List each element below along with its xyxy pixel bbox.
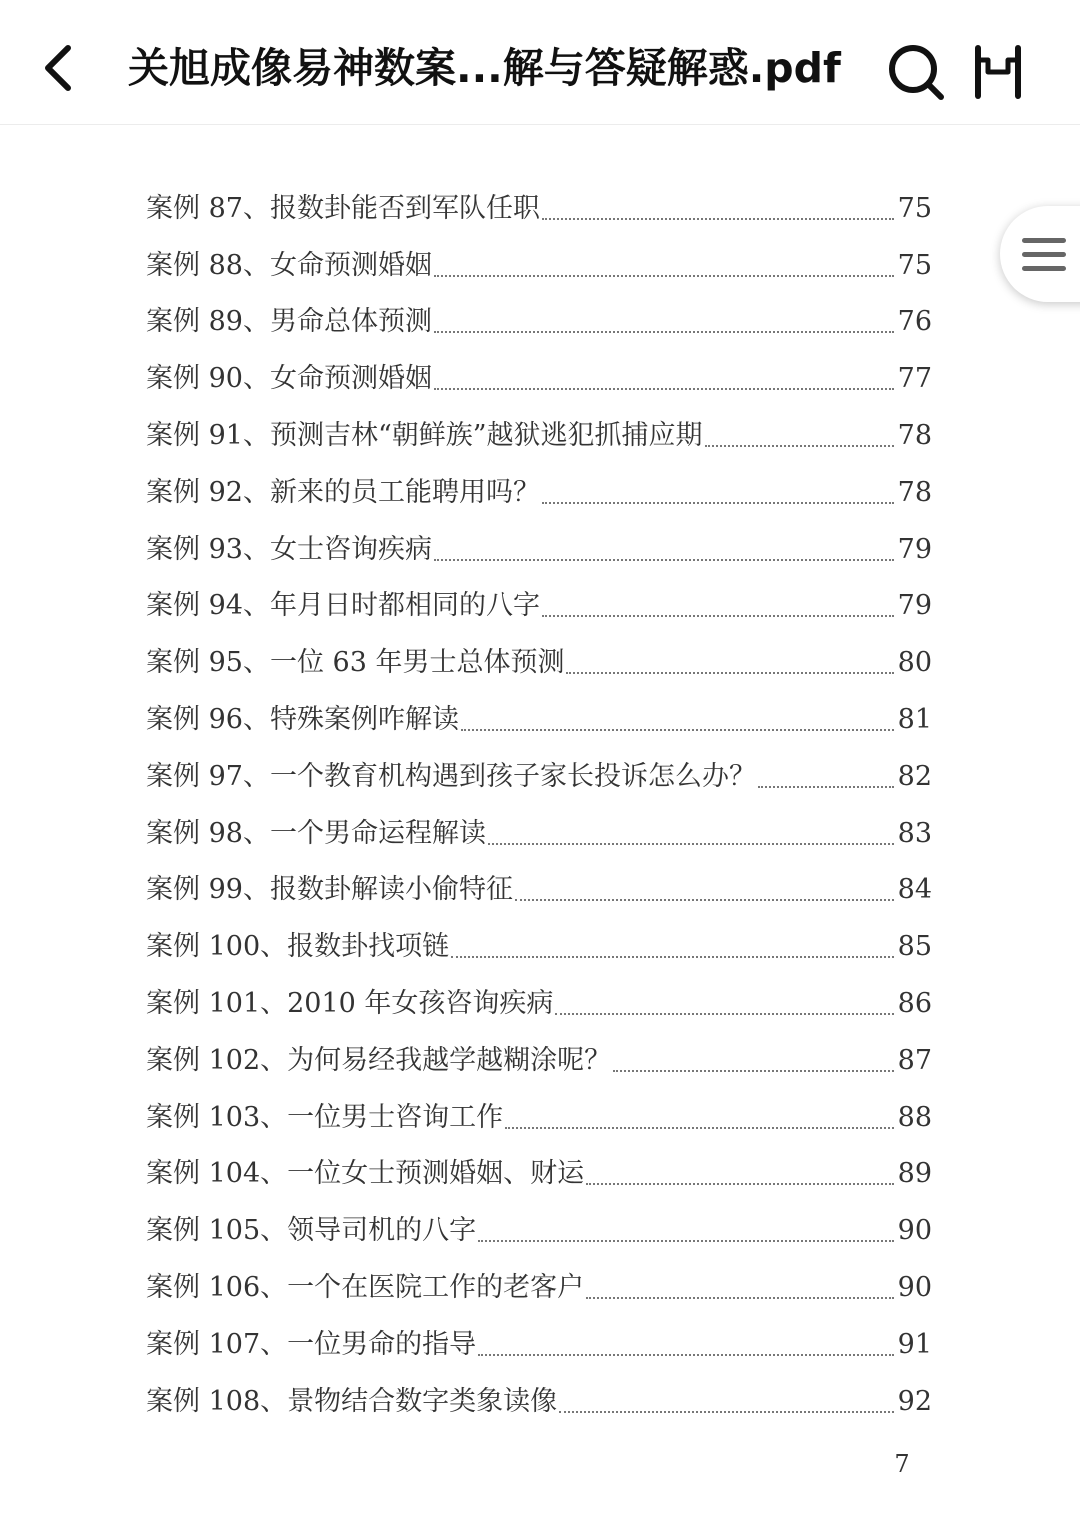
toc-entry[interactable] [146, 513, 932, 570]
toc-dot-leader [705, 444, 894, 447]
toc-entry-title: 案例 89、男命总体预测 [146, 306, 432, 338]
toc-entry-title: 案例 105、领导司机的八字 [146, 1215, 477, 1247]
toc-entry-title: 案例 90、女命预测婚姻 [146, 363, 432, 395]
toc-entry[interactable] [146, 740, 932, 797]
toc-dot-leader [542, 501, 894, 504]
toc-dot-leader [478, 1353, 894, 1356]
toc-dot-leader [566, 671, 894, 674]
toc-entry-page: 87 [897, 1044, 932, 1076]
toc-entry-page: 90 [897, 1271, 932, 1303]
toc-dot-leader [434, 274, 894, 277]
table-of-contents [146, 172, 932, 1422]
toc-dot-leader [451, 955, 894, 958]
toc-entry-page: 89 [897, 1158, 932, 1190]
toc-entry[interactable] [146, 172, 932, 229]
toc-entry-page: 92 [897, 1385, 932, 1417]
toc-entry-page: 78 [897, 419, 932, 451]
toc-dot-leader [488, 842, 894, 845]
toc-entry[interactable] [146, 1308, 932, 1365]
toc-entry-page: 75 [897, 249, 932, 281]
toc-entry-title: 案例 96、特殊案例咋解读 [146, 703, 459, 735]
toc-entry-title: 案例 99、报数卦解读小偷特征 [146, 874, 513, 906]
toc-entry[interactable] [146, 1194, 932, 1251]
toc-entry[interactable] [146, 570, 932, 627]
toc-entry-page: 80 [897, 647, 932, 679]
document-title: 关旭成像易神数案...解与答疑解惑.pdf [128, 44, 841, 92]
toc-entry-page: 76 [897, 306, 932, 338]
toc-entry-title: 案例 100、报数卦找项链 [146, 931, 450, 963]
toc-dot-leader [434, 558, 894, 561]
toc-dot-leader [542, 217, 894, 220]
toc-entry-title: 案例 95、一位 63 年男士总体预测 [146, 647, 565, 679]
toc-entry[interactable] [146, 1138, 932, 1195]
toc-entry[interactable] [146, 910, 932, 967]
toc-entry[interactable] [146, 854, 932, 911]
toc-entry-page: 79 [897, 533, 932, 565]
toc-entry[interactable] [146, 626, 932, 683]
toc-entry-page: 75 [897, 192, 932, 224]
page-layout-icon [966, 40, 1030, 104]
toc-entry-page: 84 [897, 874, 932, 906]
toc-dot-leader [461, 728, 894, 731]
toc-entry-title: 案例 97、一个教育机构遇到孩子家长投诉怎么办？ [146, 760, 756, 792]
toc-entry[interactable] [146, 229, 932, 286]
toc-entry-title: 案例 104、一位女士预测婚姻、财运 [146, 1158, 585, 1190]
toc-dot-leader [515, 898, 894, 901]
toc-entry[interactable] [146, 1251, 932, 1308]
toc-entry-page: 88 [897, 1101, 932, 1133]
toc-entry-title: 案例 108、景物结合数字类象读像 [146, 1385, 558, 1417]
toc-entry[interactable] [146, 1024, 932, 1081]
toc-entry-title: 案例 107、一位男命的指导 [146, 1328, 477, 1360]
toc-entry-page: 85 [897, 931, 932, 963]
toc-entry[interactable] [146, 797, 932, 854]
toc-dot-leader [613, 1069, 894, 1072]
toc-dot-leader [505, 1126, 894, 1129]
toc-entry-title: 案例 91、预测吉林“朝鲜族”越狱逃犯抓捕应期 [146, 419, 703, 451]
search-icon [884, 40, 948, 104]
toc-entry-title: 案例 101、2010 年女孩咨询疾病 [146, 987, 554, 1019]
toc-dot-leader [559, 1410, 894, 1413]
search-button[interactable] [884, 40, 948, 104]
toc-entry-title: 案例 102、为何易经我越学越糊涂呢？ [146, 1044, 612, 1076]
toc-entry-title: 案例 106、一个在医院工作的老客户 [146, 1271, 585, 1303]
toc-entry-title: 案例 87、报数卦能否到军队任职 [146, 192, 540, 224]
back-button[interactable] [30, 38, 90, 98]
toc-entry-page: 90 [897, 1215, 932, 1247]
side-menu-button[interactable] [1000, 206, 1080, 302]
toc-entry[interactable] [146, 342, 932, 399]
toc-dot-leader [586, 1182, 894, 1185]
toc-entry[interactable] [146, 967, 932, 1024]
toc-entry[interactable] [146, 683, 932, 740]
toc-entry[interactable] [146, 1081, 932, 1138]
toc-entry-title: 案例 88、女命预测婚姻 [146, 249, 432, 281]
toc-dot-leader [758, 785, 894, 788]
toc-entry-page: 78 [897, 476, 932, 508]
page-number: 7 [894, 1450, 910, 1478]
page-layout-button[interactable] [966, 40, 1030, 104]
toc-entry-page: 83 [897, 817, 932, 849]
toc-entry-title: 案例 98、一个男命运程解读 [146, 817, 486, 849]
chevron-left-icon [30, 38, 90, 98]
toc-dot-leader [434, 387, 894, 390]
toc-entry[interactable] [146, 456, 932, 513]
toc-entry-title: 案例 94、年月日时都相同的八字 [146, 590, 540, 622]
toc-entry-page: 81 [897, 703, 932, 735]
toc-entry-page: 77 [897, 363, 932, 395]
toc-dot-leader [555, 1012, 894, 1015]
toc-entry-title: 案例 92、新来的员工能聘用吗？ [146, 476, 540, 508]
toc-dot-leader [478, 1239, 894, 1242]
toc-entry-page: 86 [897, 987, 932, 1019]
toc-dot-leader [542, 614, 894, 617]
toc-entry[interactable] [146, 286, 932, 343]
toc-entry[interactable] [146, 399, 932, 456]
top-bar [0, 0, 1080, 125]
toc-dot-leader [586, 1296, 894, 1299]
toc-entry-page: 79 [897, 590, 932, 622]
toc-entry[interactable] [146, 1365, 932, 1422]
toc-entry-page: 82 [897, 760, 932, 792]
toc-entry-title: 案例 103、一位男士咨询工作 [146, 1101, 504, 1133]
hamburger-menu-icon [1000, 206, 1080, 302]
toc-entry-title: 案例 93、女士咨询疾病 [146, 533, 432, 565]
toc-dot-leader [434, 330, 894, 333]
toc-entry-page: 91 [897, 1328, 932, 1360]
